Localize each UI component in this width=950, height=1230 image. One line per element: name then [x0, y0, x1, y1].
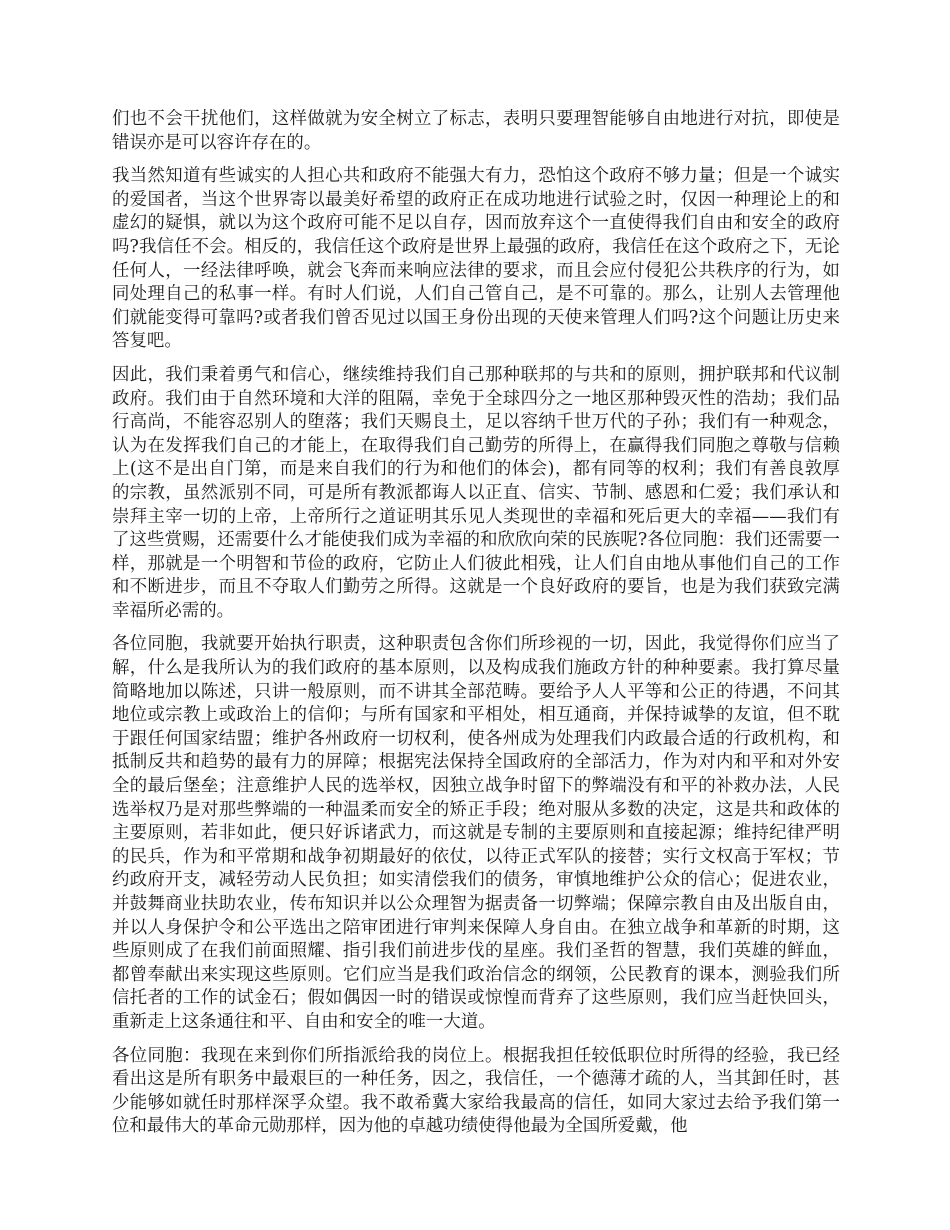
document-body	[112, 108, 840, 1149]
paragraph-3: 因此，我们秉着勇气和信心，继续维持我们自己那种联邦的与共和的原则，拥护联邦和代议制政府。我们由于自然环境和大洋的阻隔，幸免于全球四分之一地区那种毁灭性的浩劫；我们品行高尚，不能容忍别人的堕落；我们天赐良土，足以容纳千世万代的子孙；我们有一种观念，认为在发挥我们自己的才能上，在取得我们自己勤劳的所得上，在赢得我们同胞之尊敬与信赖上(这不是出自门第，而是来自我们的行为和他们的体会)，都有同等的权利；我们有善良敦厚的宗教，虽然派别不同，可是所有教派都诲人以正直、信实、节制、感恩和仁爱；我们承认和崇拜主宰一切的上帝，上帝所行之道证明其乐见人类现世的幸福和死后更大的幸福——我们有了这些赏赐，还需要什么才能使我们成为幸福的和欣欣向荣的民族呢?各位同胞：我们还需要一样，那就是一个明智和节俭的政府，它防止人们彼此相残，让人们自由地从事他们自己的工作和不断进步，而且不夺取人们勤劳之所得。这就是一个良好政府的要旨，也是为我们获致完满幸福所必需的。	[112, 364, 840, 621]
paragraph-5: 各位同胞：我现在来到你们所指派给我的岗位上。根据我担任较低职位时所得的经验，我已经看出这是所有职务中最艰巨的一种任务，因之，我信任，一个德薄才疏的人，当其卸任时，甚少能够如就任时那样深孚众望。我不敢希冀大家给我最高的信任，如同大家过去给予我们第一位和最伟大的革命元勋那样，因为他的卓越功绩使得他最为全国所爱戴，他	[112, 1045, 840, 1137]
paragraph-1: 们也不会干扰他们，这样做就为安全树立了标志，表明只要理智能够自由地进行对抗，即使是错误亦是可以容许存在的。	[112, 109, 840, 153]
paragraph-4: 各位同胞，我就要开始执行职责，这种职责包含你们所珍视的一切，因此，我觉得你们应当了解，什么是我所认为的我们政府的基本原则，以及构成我们施政方针的种种要素。我打算尽量简略地加以陈述，只讲一般原则，而不讲其全部范畴。要给予人人平等和公正的待遇，不问其地位或宗教上或政治上的信仰；与所有国家和平相处，相互通商，并保持诚挚的友谊，但不耽于跟任何国家结盟；维护各州政府一切权利，使各州成为处理我们内政最合适的行政机构，和抵制反共和趋势的最有力的屏障；根据宪法保持全国政府的全部活力，作为对内和平和对外安全的最后堡垒；注意维护人民的选举权，因独立战争时留下的弊端没有和平的补救办法，人民选举权乃是对那些弊端的一种温柔而安全的矫正手段；绝对服从多数的决定，这是共和政体的主要原则，若非如此，便只好诉诸武力，而这就是专制的主要原则和直接起源；维持纪律严明的民兵，作为和平常期和战争初期最好的依仗，以待正式军队的接替；实行文权高于军权；节约政府开支，减轻劳动人民负担；如实清偿我们的债务，审慎地维护公众的信心；促进农业，并鼓舞商业扶助农业，传布知识并以公众理智为据责备一切弊端；保障宗教自由及出版自由，并以人身保护令和公平选出之陪审团进行审判来保障人身自由。在独立战争和革新的时期，这些原则成了在我们前面照耀、指引我们前进步伐的星座。我们圣哲的智慧，我们英雄的鲜血，都曾奉献出来实现这些原则。它们应当是我们政治信念的纲领，公民教育的课本，测验我们所信托者的工作的试金石；假如偶因一时的错误或惊惶而背弃了这些原则，我们应当赶快回头，重新走上这条通往和平、自由和安全的唯一大道。	[112, 634, 840, 1032]
paragraph-2: 我当然知道有些诚实的人担心共和政府不能强大有力，恐怕这个政府不够力量；但是一个诚实的爱国者，当这个世界寄以最美好希望的政府正在成功地进行试验之时，仅因一种理论上的和虚幻的疑惧，就以为这个政府可能不足以自存，因而放弃这个一直使得我们自由和安全的政府吗?我信任不会。相反的，我信任这个政府是世界上最强的政府，我信任在这个政府之下，无论任何人，一经法律呼唤，就会飞奔而来响应法律的要求，而且会应付侵犯公共秩序的行为，如同处理自己的私事一样。有时人们说，人们自己管自己，是不可靠的。那么，让别人去管理他们就能变得可靠吗?或者我们曾否见过以国王身份出现的天使来管理人们吗?这个问题让历史来答复吧。	[112, 166, 840, 352]
